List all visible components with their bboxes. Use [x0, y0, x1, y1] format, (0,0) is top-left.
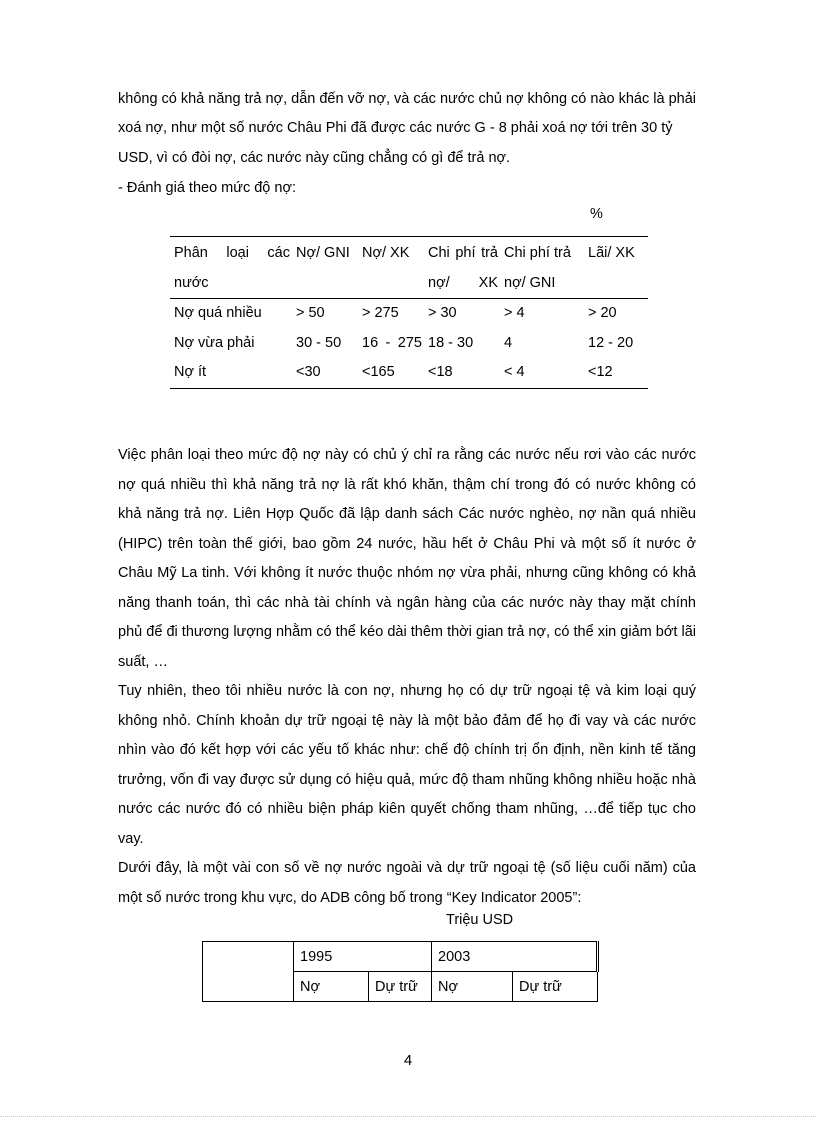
table1-cell: <165: [358, 358, 424, 388]
table1-cell: 30 - 50: [296, 334, 342, 351]
paragraph2-block-2: Tuy nhiên, theo tôi nhiều nước là con nợ, nhưng họ có dự trữ ngoại tệ và kim loại quý không nhỏ. Chính khoản dự trữ ngoại tệ này là một bảo đảm để họ đi vay và các nước nhìn vào đó kết hợp với các yếu tố khác như: chế độ chính trị ổn định, nền kinh tế tăng trưởng, vốn đi vay được sử dụng có hiệu quả, mức độ tham nhũng không nhiều hoặc nhà nước các nước đó có nhiều biện pháp kiên quyết chống tham nhũng, …để tiếp tục cho vay.: [118, 683, 696, 847]
paragraph2: [118, 441, 696, 913]
paragraph1-line-3: USD, vì có đòi nợ, các nước này cũng chẳng có gì để trả nợ.: [118, 150, 511, 166]
table2-year-2003: 2003: [432, 942, 598, 972]
table2-year-row: [203, 942, 598, 972]
page-number: 4: [403, 1052, 413, 1069]
table1-header-cell: Chi phí trả nợ/ GNI: [500, 237, 584, 299]
debt-reserves-table: [202, 941, 599, 1002]
table1-header-row: [170, 237, 648, 299]
table1-cell: 4: [504, 334, 513, 351]
table1-row: [170, 299, 648, 329]
debt-classification-table: [170, 236, 648, 389]
table1-cell: > 20: [588, 305, 617, 321]
table1-cell: > 30: [428, 305, 457, 321]
subheading: - Đánh giá theo mức độ nợ:: [118, 180, 297, 196]
table2-subheader: Dự trữ: [369, 972, 432, 1002]
table2-subheader: Nợ: [432, 972, 513, 1002]
table2-year-1995: 1995: [294, 942, 432, 972]
table1-row: [170, 329, 648, 359]
table1-cell: > 275: [362, 305, 399, 321]
table1-header-cell: Phân loại các nước: [170, 237, 292, 299]
table2-subheader: Dự trữ: [513, 972, 598, 1002]
table1-cell: > 4: [504, 305, 525, 321]
table1-cell: <30: [292, 358, 358, 388]
table1-cell: Nợ vừa phải: [174, 334, 255, 351]
paragraph1-line-2: xoá nợ, như một số nước Châu Phi đã được các nước G - 8 phải xoá nợ tới trên 30 tỷ: [118, 120, 673, 136]
page-bottom-divider: [0, 1116, 816, 1117]
table1-header-cell: Nợ/ XK: [358, 237, 424, 299]
table1-cell: <18: [424, 358, 500, 388]
table2-subheader: Nợ: [294, 972, 369, 1002]
table2-blank-cell: [203, 942, 294, 1002]
table1-row: [170, 358, 648, 388]
table1-cell: Nợ quá nhiều: [174, 305, 262, 321]
table1-cell: Nợ ít: [170, 358, 292, 388]
table1-header-cell: Nợ/ GNI: [292, 237, 358, 299]
paragraph2-block-1: Việc phân loại theo mức độ nợ này có chủ ý chỉ ra rằng các nước nếu rơi vào các nước nợ quá nhiều thì khả năng trả nợ là rất khó khăn, thậm chí trong đó có nước không có khả năng trả nợ. Liên Hợp Quốc đã lập danh sách Các nước nghèo, nợ nần quá nhiều (HIPC) trên toàn thế giới, bao gồm 24 nước, hầu hết ở Châu Phi và một số ít nước ở Châu Mỹ La tinh. Với không ít nước thuộc nhóm nợ vừa phải, nhưng cũng không có khả năng thanh toán, thì các nhà tài chính và ngân hàng của các nước này thay mặt chính phủ để đi thương lượng nhằm có thể kéo dài thêm thời gian trả nợ, có thể xin giảm bớt lãi suất, …: [118, 447, 696, 670]
table1-cell: 16 - 275: [362, 334, 422, 351]
table1-header-cell: Lãi/ XK: [584, 237, 648, 299]
table2-unit: Triệu USD: [446, 912, 514, 928]
table1-cell: < 4: [500, 358, 584, 388]
table1-cell: 12 - 20: [588, 334, 634, 351]
paragraph1-line-1: không có khả năng trả nợ, dẫn đến vỡ nợ, và các nước chủ nợ không có nào khác là phải: [118, 91, 696, 107]
table1-cell: > 50: [296, 305, 325, 321]
table1-cell: <12: [584, 358, 648, 388]
table1-cell: 18 - 30: [428, 334, 474, 351]
paragraph2-block-3: Dưới đây, là một vài con số về nợ nước ngoài và dự trữ ngoại tệ (số liệu cuối năm) của một số nước trong khu vực, do ADB công bố trong “Key Indicator 2005”:: [118, 860, 696, 906]
table1-header-cell: Chi phí trả nợ/ XK: [424, 237, 500, 299]
table1-unit: %: [590, 206, 603, 222]
